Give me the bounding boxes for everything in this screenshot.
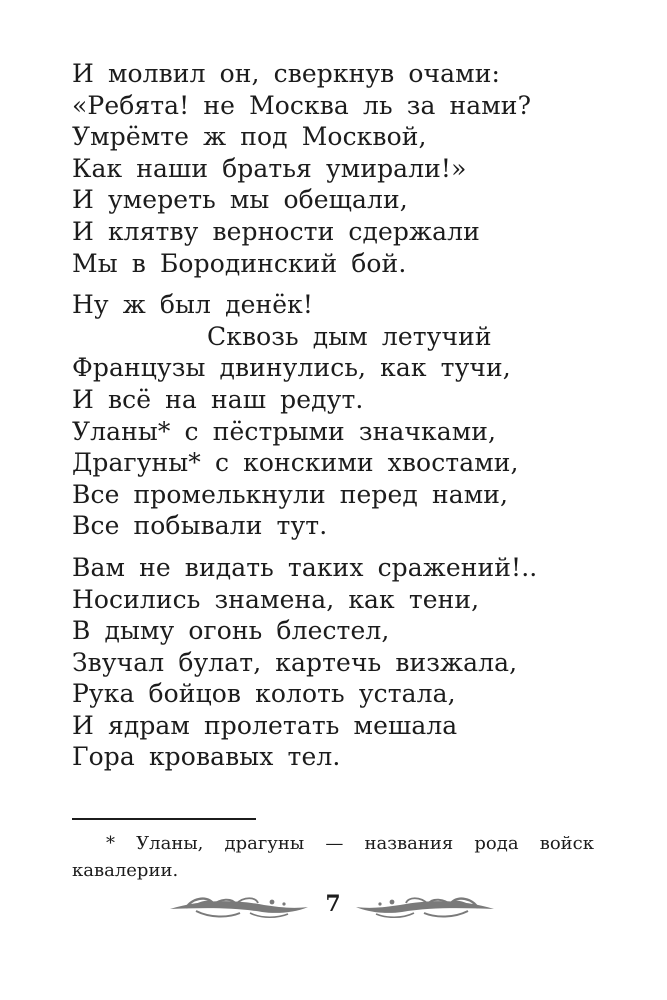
page-footer	[0, 890, 667, 940]
footnote: * Уланы, драгуны — названия рода войск кавалерии.	[72, 833, 594, 881]
page-number: 7	[325, 891, 341, 917]
poem-line: Ну ж был денёк!	[72, 290, 313, 320]
poem-line: «Ребята! не Москва ль за нами?	[72, 90, 532, 120]
poem-line: И ядрам пролетать мешала	[72, 710, 458, 740]
poem-line: Мы в Бородинский бой.	[72, 248, 407, 278]
poem-line: Носились знамена, как тени,	[72, 584, 480, 614]
poem-line: Умрёмте ж под Москвой,	[72, 122, 427, 152]
poem-line: И молвил он, сверкнув очами:	[72, 59, 501, 88]
poem-line: Сквозь дым летучий	[207, 321, 492, 351]
poem-line: Драгуны* с конскими хвостами,	[72, 448, 519, 478]
stanza-3	[72, 552, 602, 773]
poem-line: Гора кровавых тел.	[72, 742, 341, 772]
poem-line: Вам не видать таких сражений!..	[72, 552, 538, 582]
poem-line: И всё на наш редут.	[72, 384, 364, 414]
poem-line: Все промелькнули перед нами,	[72, 479, 509, 509]
poem-line: Как наши братья умирали!»	[72, 153, 467, 183]
poem-line: Французы двинулись, как тучи,	[72, 353, 511, 383]
poem-line: В дыму огонь блестел,	[72, 616, 390, 646]
left-flourish-ornament-icon	[166, 890, 312, 922]
poem-line: Рука бойцов колоть устала,	[72, 679, 456, 709]
stanza-2	[72, 289, 602, 542]
poem-line: И клятву верности сдержали	[72, 216, 480, 246]
stanza-1	[72, 58, 602, 279]
right-flourish-ornament-icon	[352, 890, 498, 922]
poem-line: И умереть мы обещали,	[72, 185, 408, 215]
poem-text	[72, 58, 602, 783]
poem-line: Все побывали тут.	[72, 511, 328, 541]
poem-line: Уланы* с пёстрыми значками,	[72, 416, 497, 446]
poem-line: Звучал булат, картечь визжала,	[72, 647, 518, 677]
footnote-divider	[72, 818, 256, 820]
